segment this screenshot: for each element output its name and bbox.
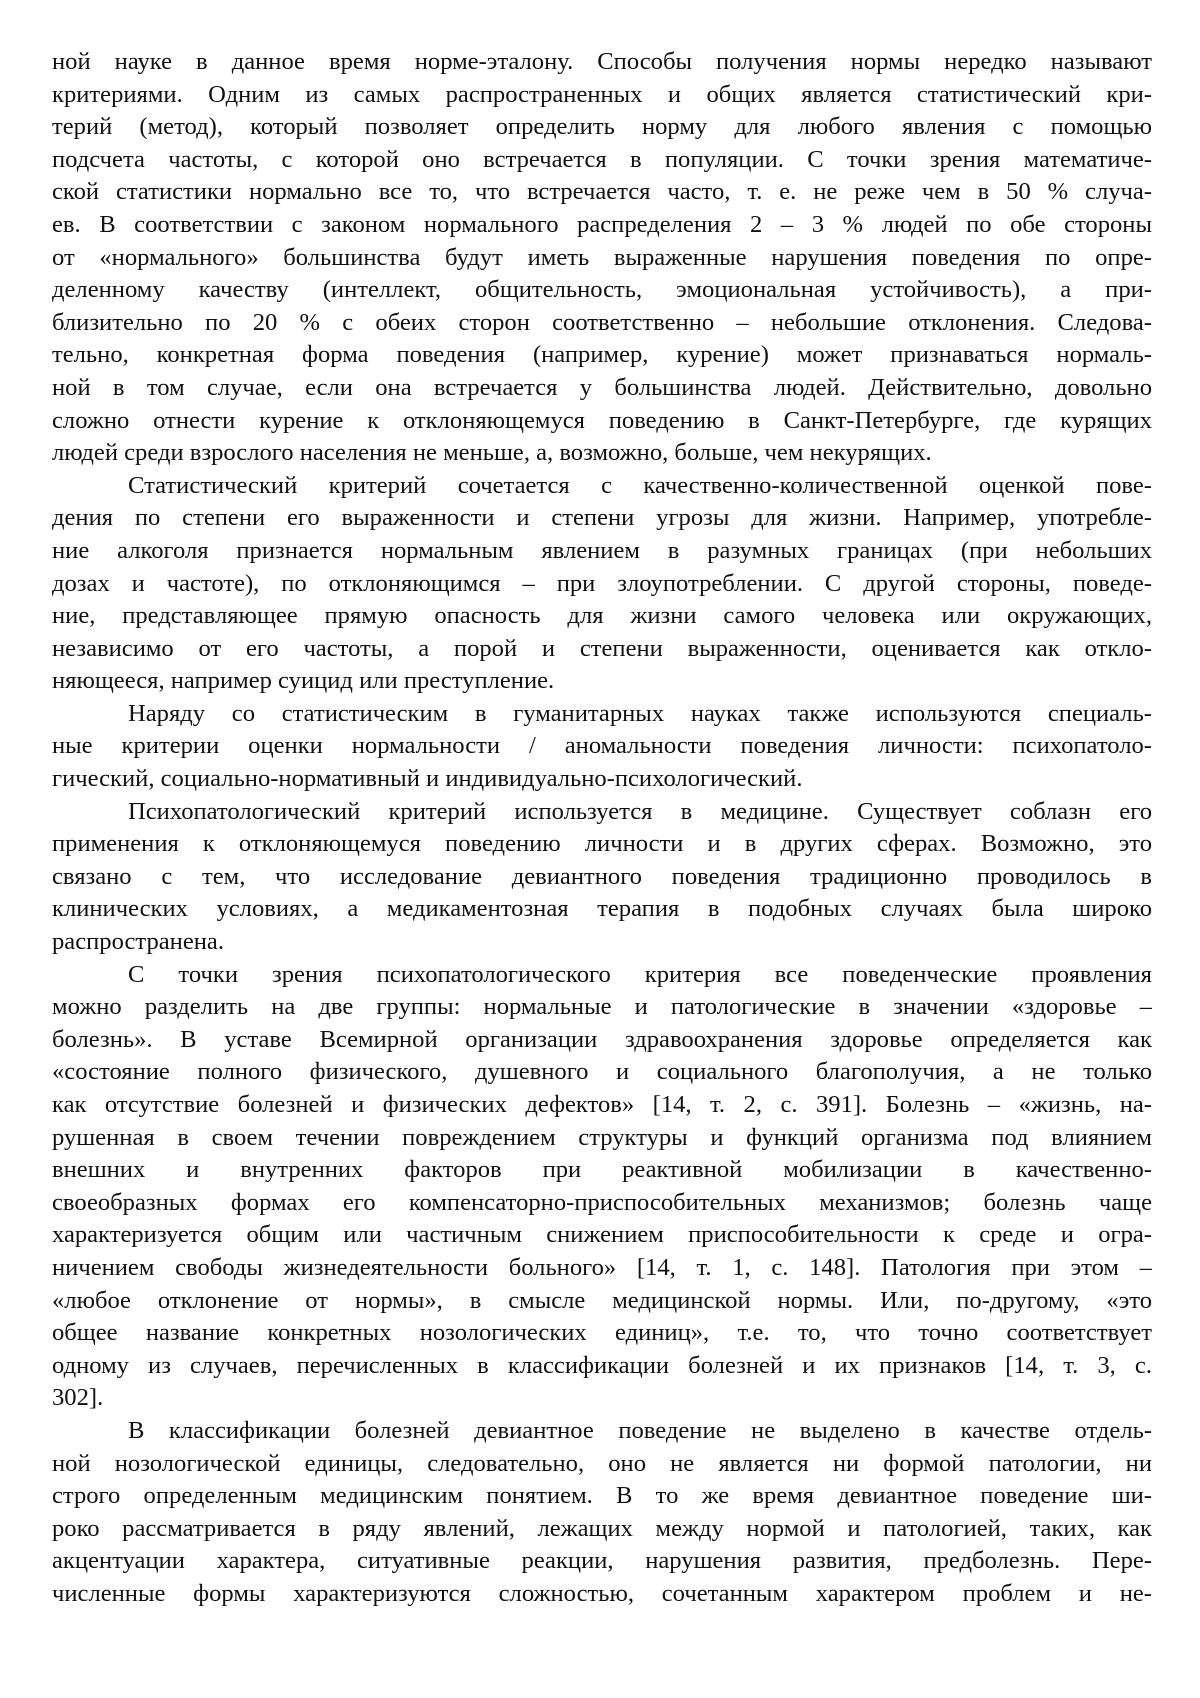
text-line: внешних и внутренних факторов при реактивной мобилизации в качественно- xyxy=(52,1154,1152,1187)
text-line: ные критерии оценки нормальности / аномальности поведения личности: психопатоло- xyxy=(52,730,1152,763)
text-line: С точки зрения психопатологического критерия все поведенческие проявления xyxy=(52,959,1152,992)
text-line: как отсутствие болезней и физических дефектов» [14, т. 2, с. 391]. Болезнь – «жизнь, на- xyxy=(52,1089,1152,1122)
text-line: «состояние полного физического, душевного и социального благополучия, а не только xyxy=(52,1056,1152,1089)
text-line: сложно отнести курение к отклоняющемуся поведению в Санкт-Петербурге, где курящих xyxy=(52,405,1152,438)
text-line: терий (метод), который позволяет определить норму для любого явления с помощью xyxy=(52,111,1152,144)
document-page xyxy=(52,46,1152,1611)
text-line: характеризуется общим или частичным снижением приспособительности к среде и огра- xyxy=(52,1219,1152,1252)
text-line: связано с тем, что исследование девиантного поведения традиционно проводилось в xyxy=(52,861,1152,894)
text-line: применения к отклоняющемуся поведению личности и в других сферах. Возможно, это xyxy=(52,828,1152,861)
text-line: независимо от его частоты, а порой и степени выраженности, оценивается как откло- xyxy=(52,633,1152,666)
paragraph xyxy=(52,698,1152,796)
text-line: роко рассматривается в ряду явлений, лежащих между нормой и патологией, таких, как xyxy=(52,1513,1152,1546)
paragraph xyxy=(52,470,1152,698)
text-line: критериями. Одним из самых распространенных и общих является статистический кри- xyxy=(52,79,1152,112)
text-line: дения по степени его выраженности и степени угрозы для жизни. Например, употребле- xyxy=(52,502,1152,535)
text-line: своеобразных формах его компенсаторно-приспособительных механизмов; болезнь чаще xyxy=(52,1187,1152,1220)
text-line: строго определенным медицинским понятием. В то же время девиантное поведение ши- xyxy=(52,1480,1152,1513)
text-line: ние алкоголя признается нормальным явлением в разумных границах (при небольших xyxy=(52,535,1152,568)
text-line: ной в том случае, если она встречается у большинства людей. Действительно, довольно xyxy=(52,372,1152,405)
text-line: ской статистики нормально все то, что встречается часто, т. е. не реже чем в 50 % случа- xyxy=(52,176,1152,209)
text-line: можно разделить на две группы: нормальные и патологические в значении «здоровье – xyxy=(52,991,1152,1024)
text-line: Наряду со статистическим в гуманитарных науках также используются специаль- xyxy=(52,698,1152,731)
text-line: «любое отклонение от нормы», в смысле медицинской нормы. Или, по-другому, «это xyxy=(52,1285,1152,1318)
paragraph xyxy=(52,959,1152,1415)
text-line: от «нормального» большинства будут иметь выраженные нарушения поведения по опре- xyxy=(52,242,1152,275)
text-line: ев. В соответствии с законом нормального распределения 2 – 3 % людей по обе стороны xyxy=(52,209,1152,242)
text-line: тельно, конкретная форма поведения (например, курение) может признаваться нормаль- xyxy=(52,339,1152,372)
text-line: болезнь». В уставе Всемирной организации здравоохранения здоровье определяется как xyxy=(52,1024,1152,1057)
text-line: ной науке в данное время норме-эталону. Способы получения нормы нередко называют xyxy=(52,46,1152,79)
text-line: деленному качеству (интеллект, общительность, эмоциональная устойчивость), а при- xyxy=(52,274,1152,307)
paragraph xyxy=(52,46,1152,470)
text-line: людей среди взрослого населения не меньше, а, возможно, больше, чем некурящих. xyxy=(52,437,1152,470)
text-line: 302]. xyxy=(52,1382,1152,1415)
text-line: гический, социально-нормативный и индивидуально-психологический. xyxy=(52,763,1152,796)
text-line: общее название конкретных нозологических единиц», т.е. то, что точно соответствует xyxy=(52,1317,1152,1350)
paragraph xyxy=(52,1415,1152,1611)
text-line: Психопатологический критерий используется в медицине. Существует соблазн его xyxy=(52,796,1152,829)
text-line: численные формы характеризуются сложностью, сочетанным характером проблем и не- xyxy=(52,1578,1152,1611)
text-line: Статистический критерий сочетается с качественно-количественной оценкой пове- xyxy=(52,470,1152,503)
text-line: акцентуации характера, ситуативные реакции, нарушения развития, предболезнь. Пере- xyxy=(52,1545,1152,1578)
text-line: рушенная в своем течении повреждением структуры и функций организма под влиянием xyxy=(52,1122,1152,1155)
text-line: ной нозологической единицы, следовательно, оно не является ни формой патологии, ни xyxy=(52,1448,1152,1481)
paragraph xyxy=(52,796,1152,959)
text-line: ничением свободы жизнедеятельности больного» [14, т. 1, с. 148]. Патология при этом – xyxy=(52,1252,1152,1285)
text-line: В классификации болезней девиантное поведение не выделено в качестве отдель- xyxy=(52,1415,1152,1448)
text-line: ние, представляющее прямую опасность для жизни самого человека или окружающих, xyxy=(52,600,1152,633)
text-line: клинических условиях, а медикаментозная терапия в подобных случаях была широко xyxy=(52,893,1152,926)
text-line: близительно по 20 % с обеих сторон соответственно – небольшие отклонения. Следова- xyxy=(52,307,1152,340)
text-line: няющееся, например суицид или преступление. xyxy=(52,665,1152,698)
text-line: распространена. xyxy=(52,926,1152,959)
text-line: одному из случаев, перечисленных в классификации болезней и их признаков [14, т. 3, с. xyxy=(52,1350,1152,1383)
text-line: дозах и частоте), по отклоняющимся – при злоупотреблении. С другой стороны, поведе- xyxy=(52,568,1152,601)
text-line: подсчета частоты, с которой оно встречается в популяции. С точки зрения математиче- xyxy=(52,144,1152,177)
